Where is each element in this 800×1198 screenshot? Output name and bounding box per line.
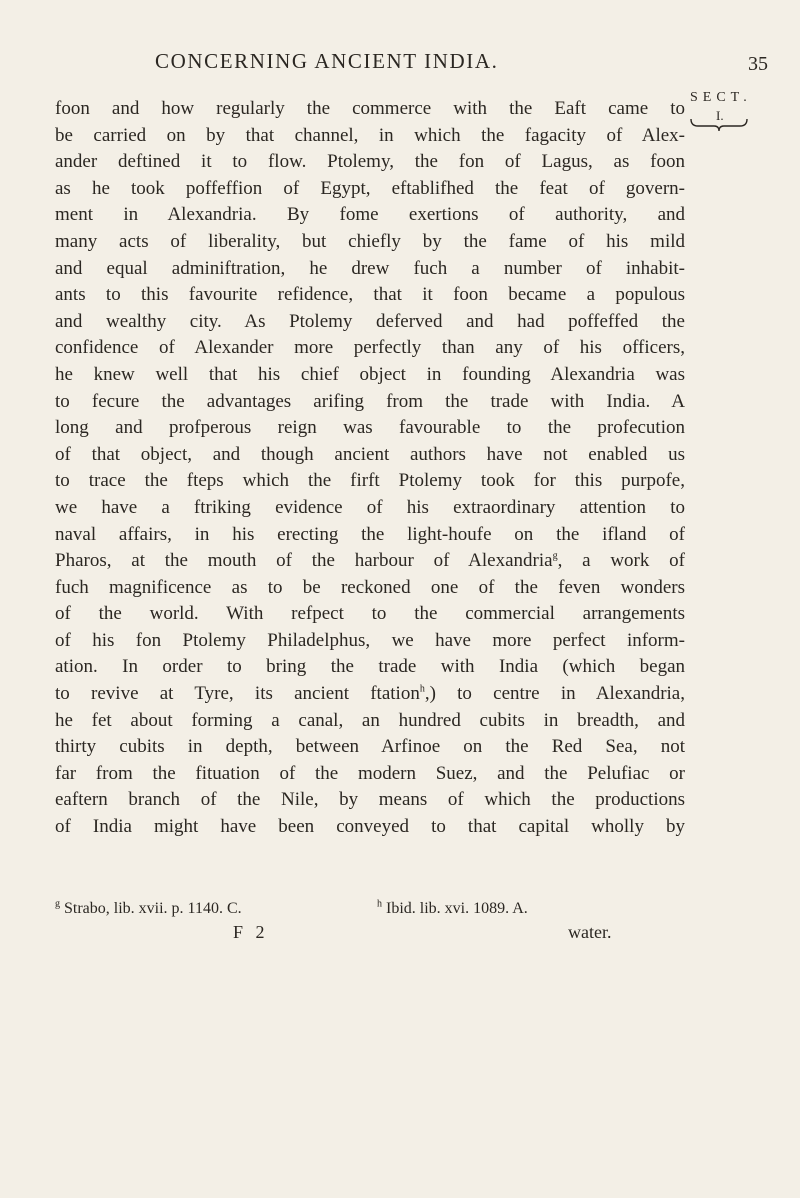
text-line: and wealthy city. As Ptolemy deferved and had poffeffed the [55, 310, 685, 332]
page-number: 35 [748, 53, 768, 75]
text-fragment: , a work of [557, 550, 686, 572]
footnote-g [55, 900, 242, 918]
text-line: ander deftined it to flow. Ptolemy, the fon of Lagus, as foon [55, 151, 685, 173]
text-fragment: Pharos, at the mouth of the harbour of Alexandria [55, 550, 553, 572]
text-line-with-footnote-g [55, 548, 685, 575]
text-line: fuch magnificence as to be reckoned one of the feven wonders [55, 576, 685, 598]
footnote-mark-h: h [377, 898, 382, 910]
text-line: thirty cubits in depth, between Arfinoe on the Red Sea, not [55, 736, 685, 758]
text-line: eaftern branch of the Nile, by means of which the productions [55, 789, 685, 811]
footnote-h [377, 900, 528, 918]
footnote-ref-g: g [552, 550, 558, 562]
text-fragment: to revive at Tyre, its ancient ftation [55, 683, 420, 705]
text-line: we have a ftriking evidence of his extraordinary attention to [55, 496, 685, 518]
footnote-ref-h: h [419, 683, 425, 695]
catchword: water. [568, 922, 612, 942]
text-line: ation. In order to bring the trade with India (which began [55, 656, 685, 678]
text-line: far from the fituation of the modern Suez, and the Pelufiac or [55, 762, 685, 784]
text-line: he fet about forming a canal, an hundred cubits in breadth, and [55, 709, 685, 731]
text-line-with-footnote-h [55, 681, 685, 708]
section-brace [690, 118, 748, 132]
text-line: and equal adminiftration, he drew fuch a number of inhabit- [55, 257, 685, 279]
footnote-text: Ibid. lib. xvi. 1089. A. [386, 900, 528, 917]
text-line: to trace the fteps which the firft Ptolemy took for this purpofe, [55, 470, 685, 492]
running-title: CONCERNING ANCIENT INDIA. [155, 49, 499, 73]
text-line: be carried on by that channel, in which the fagacity of Alex- [55, 124, 685, 146]
section-label: SECT. [690, 90, 752, 105]
text-line: of India might have been conveyed to that capital wholly by [55, 816, 685, 838]
text-line: long and profperous reign was favourable to the profecution [55, 417, 685, 439]
text-line: of the world. With refpect to the commercial arrangements [55, 603, 685, 625]
signature-mark: F 2 [233, 922, 269, 942]
text-line: naval affairs, in his erecting the light-houfe on the ifland of [55, 523, 685, 545]
text-line: many acts of liberality, but chiefly by the fame of his mild [55, 230, 685, 252]
section-number: I. [716, 108, 724, 123]
footnote-text: Strabo, lib. xvii. p. 1140. C. [64, 900, 242, 917]
text-line: he knew well that his chief object in founding Alexandria was [55, 363, 685, 385]
text-line: to fecure the advantages arifing from the trade with India. A [55, 390, 685, 412]
footnote-mark-g: g [55, 898, 60, 910]
text-line: ment in Alexandria. By fome exertions of authority, and [55, 204, 685, 226]
text-line: of his fon Ptolemy Philadelphus, we have more perfect inform- [55, 629, 685, 651]
body-text [55, 96, 685, 841]
text-line: ants to this favourite refidence, that it foon became a populous [55, 284, 685, 306]
text-line: as he took poffeffion of Egypt, eftablifhed the feat of govern- [55, 177, 685, 199]
text-line: of that object, and though ancient authors have not enabled us [55, 443, 685, 465]
text-line: confidence of Alexander more perfectly than any of his officers, [55, 337, 685, 359]
text-line: foon and how regularly the commerce with the Eaft came to [55, 98, 685, 119]
text-fragment: ,) to centre in Alexandria, [424, 683, 685, 705]
